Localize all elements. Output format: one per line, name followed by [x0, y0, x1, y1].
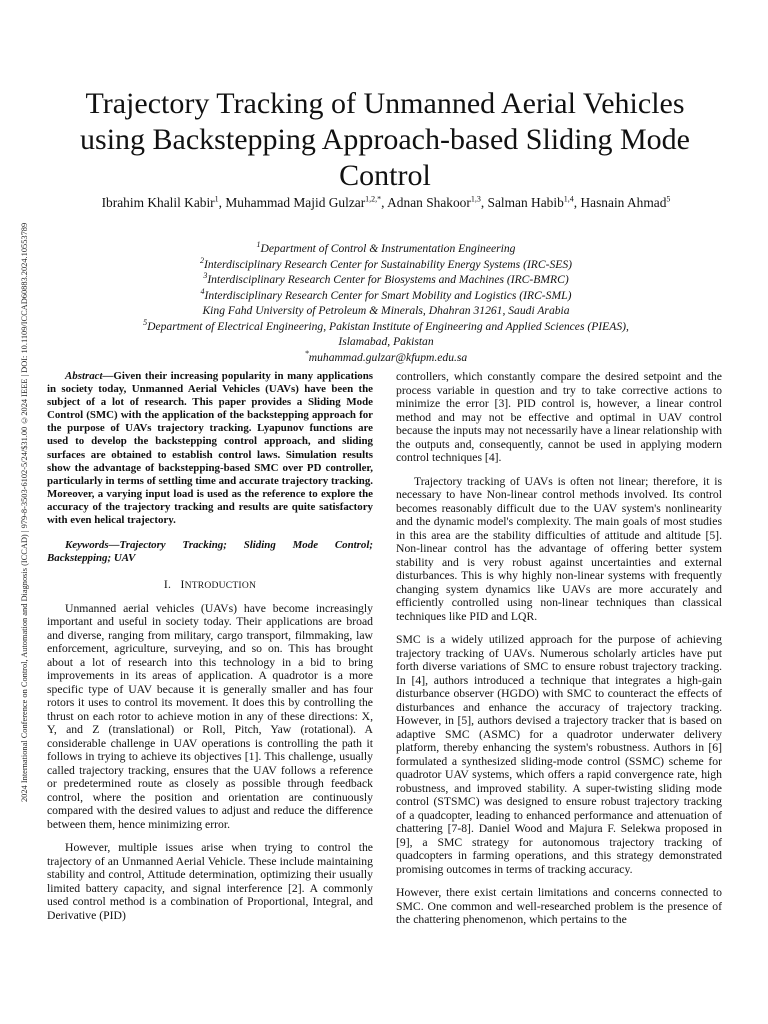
right-paragraph-3: SMC is a widely utilized approach for the purpose of achieving trajectory tracking of UAVs. Numerous scholarly articles have put forth diverse variations of SMC to ensure robust trajectory tracking. In [4], authors introduced a technique that integrates a high-gain disturbance observer (HGDO) with SMC to counteract the effects of disturbances and enhance the accuracy of trajectory tracking. However, in [5], authors devised a trajectory tracker that is based on adaptive SMC (ASMC) for a quadrotor underwater delivery platform, thereby enhancing the system's robustness. Authors in [6] formulated a synthesized sliding-mode control (SSMC) scheme for quadrotor UAV systems, which offers a rapid convergence rate, high robustness, and improved stability. A super-twisting sliding mode control (STSMC) was designed to ensure robust trajectory tracking of a quadcopter, leading to enhanced performance and attenuation of chattering [7-8]. Daniel Wood and Majura F. Selekwa proposed in [9], a SMC strategy for autonomous trajectory tracking of quadcopters in farming operations, and this strategy demonstrated promising outcomes in terms of tracking accuracy.: [396, 633, 722, 876]
affiliation-text: Interdisciplinary Research Center for Biosystems and Machines (IRC-BMRC): [207, 273, 569, 286]
author-name: Muhammad Majid Gulzar: [225, 195, 366, 210]
author-separator: ,: [381, 195, 388, 210]
affiliation-line: [96, 350, 676, 366]
right-paragraph-4: However, there exist certain limitations and concerns connected to SMC. One common and well-researched problem is the presence of the chattering phenomenon, which pertains to the: [396, 886, 722, 926]
affiliation-line: [96, 319, 676, 335]
affiliation-mark: 2: [199, 255, 204, 265]
abstract-label: Abstract: [65, 370, 103, 382]
author-name: Salman Habib: [487, 195, 564, 210]
sidebar-citation: [14, 0, 36, 1024]
author-name: Adnan Shakoor: [387, 195, 471, 210]
abstract: [47, 370, 373, 527]
author-affiliation-mark: 1,4: [563, 194, 574, 204]
affiliation-line: [96, 257, 676, 273]
author-affiliation-mark: 5: [666, 194, 671, 204]
left-column: [47, 370, 373, 922]
affiliation-line: [96, 272, 676, 288]
affiliation-text: Interdisciplinary Research Center for Sustainability Energy Systems (IRC-SES): [203, 257, 573, 271]
keywords-text: —Trajectory Tracking; Sliding Mode Control; Backstepping; UAV: [47, 539, 373, 565]
affiliations: [96, 241, 676, 365]
right-paragraph-2: Trajectory tracking of UAVs is often not linear; therefore, it is necessary to have Non-linear control methods involved. Its control becomes reasonably difficult due to the UAV system's nonlinearity and the dynamic model's complexity. The main goals of most studies in this area are the stability difficulties of attitude and altitude [5]. Non-linear control has the advantage of offering better system stability and is very robust against uncertainties and external disturbances. This is why highly non-linear systems with frequently changing system dynamics like UAVs are more accurately and efficiently controlled using non-linear techniques than classical techniques like PID and LQR.: [396, 474, 722, 623]
affiliation-text: muhammad.gulzar@kfupm.edu.sa: [308, 350, 468, 364]
affiliation-line: [96, 303, 676, 319]
author-separator: ,: [480, 195, 488, 210]
section-title-rest: NTRODUCTION: [184, 580, 257, 592]
affiliation-line: [96, 288, 676, 304]
keywords-label: Keywords: [65, 539, 109, 552]
section-heading-introduction: [47, 578, 373, 593]
affiliation-mark: 1: [256, 240, 261, 250]
author-name: Ibrahim Khalil Kabir: [101, 195, 215, 210]
keywords: [47, 539, 373, 565]
intro-paragraph-2: However, multiple issues arise when trying to control the trajectory of an Unmanned Aerial Vehicle. These include maintaining stability and control, Attitude determination, optimizing their usually limited battery capacity, and signal interference [2]. A commonly used control method is a combination of Proportional, Integral, and Derivative (PID): [47, 841, 373, 922]
paper-title: Trajectory Tracking of Unmanned Aerial Vehicles using Backstepping Approach-based Sliding Mode Control: [80, 87, 690, 192]
author-affiliation-mark: 1,3: [470, 194, 481, 204]
affiliation-mark: 4: [200, 286, 205, 296]
affiliation-mark: 3: [203, 271, 208, 281]
intro-paragraph-1: Unmanned aerial vehicles (UAVs) have become increasingly important and useful in society today. Their applications are broad and diverse, ranging from military, cargo transport, filmmaking, law enforcement, agriculture, surveying, and so on. This has brought about a lot of research into this technology in a bid to bring improvements in its areas of application. A quadrotor is a more specific type of UAV because it is generally smaller and has four rotors it uses to control its movement. It does this by controlling the thrust on each rotor to achieve motion in any of these directions: X, Y, and Z (translational) or Roll, Pitch, Yaw (rotational). A considerable challenge in UAV operations is controlling the path it follows in trying to achieve its objectives [1]. This challenge, usually called trajectory tracking, ensures that the UAV follows a reference or predetermined route as closely as possible through feedback control, where the position and orientation are continuously compared with the desired values to adjust and reduce the difference between them, hence minimizing error.: [47, 601, 373, 831]
affiliation-text: Department of Control & Instrumentation Engineering: [260, 242, 516, 255]
right-column: [396, 370, 722, 927]
author-separator: ,: [573, 195, 581, 210]
affiliation-line: [96, 241, 676, 257]
section-title-first: I: [180, 578, 185, 592]
affiliation-mark: 5: [143, 317, 148, 327]
affiliation-line: [96, 334, 676, 350]
section-number: I.: [163, 578, 172, 592]
affiliation-mark: *: [304, 348, 309, 358]
author-separator: ,: [218, 195, 226, 210]
affiliation-text: Department of Electrical Engineering, Pakistan Institute of Engineering and Applied Sciences (PIEAS),: [147, 319, 629, 333]
affiliation-text: Islamabad, Pakistan: [338, 335, 434, 348]
author-list: [96, 194, 676, 211]
abstract-text: —Given their increasing popularity in many applications in society today, Unmanned Aerial Vehicles (UAVs) have been the subject of a lot of research. This paper provides a Sliding Mode Control (SMC) with the application of the backstepping approach for the purpose of UAVs trajectory tracking. Lyapunov functions are used to develop the backstepping control approach, and sliding surfaces are obtained to establish control laws. Simulation results show the advantage of backstepping-based SMC over PD controller, particularly in terms of settling time and accurate trajectory tracking. Moreover, a varying input load is used as the reference to explore the accuracy of the trajectory tracking and results are quite satisfactory with even helical trajectory.: [47, 370, 373, 527]
affiliation-text: King Fahd University of Petroleum & Minerals, Dhahran 31261, Saudi Arabia: [202, 304, 570, 317]
conference-citation: 2024 International Conference on Control, Automation and Diagnosis (ICCAD) | 979-8-3503-6102-5/24/$31.00 ©2024 IEEE | DOI: 10.1109/ICCAD60883.2024.10553789: [20, 222, 29, 802]
author-affiliation-mark: 1: [214, 194, 219, 204]
affiliation-text: Interdisciplinary Research Center for Smart Mobility and Logistics (IRC-SML): [204, 288, 572, 302]
author-name: Hasnain Ahmad: [580, 195, 667, 210]
author-affiliation-mark: 1,2,*: [365, 194, 382, 204]
right-paragraph-1: controllers, which constantly compare the desired setpoint and the process variable in question and try to take corrective actions to minimize the error [3]. PID control is, however, a linear control method and may not be effective and optimal in UAV control because the inputs may not necessarily have a linear relationship with the outputs and, consequently, cannot be used in applying modern control techniques [4].: [396, 370, 722, 464]
